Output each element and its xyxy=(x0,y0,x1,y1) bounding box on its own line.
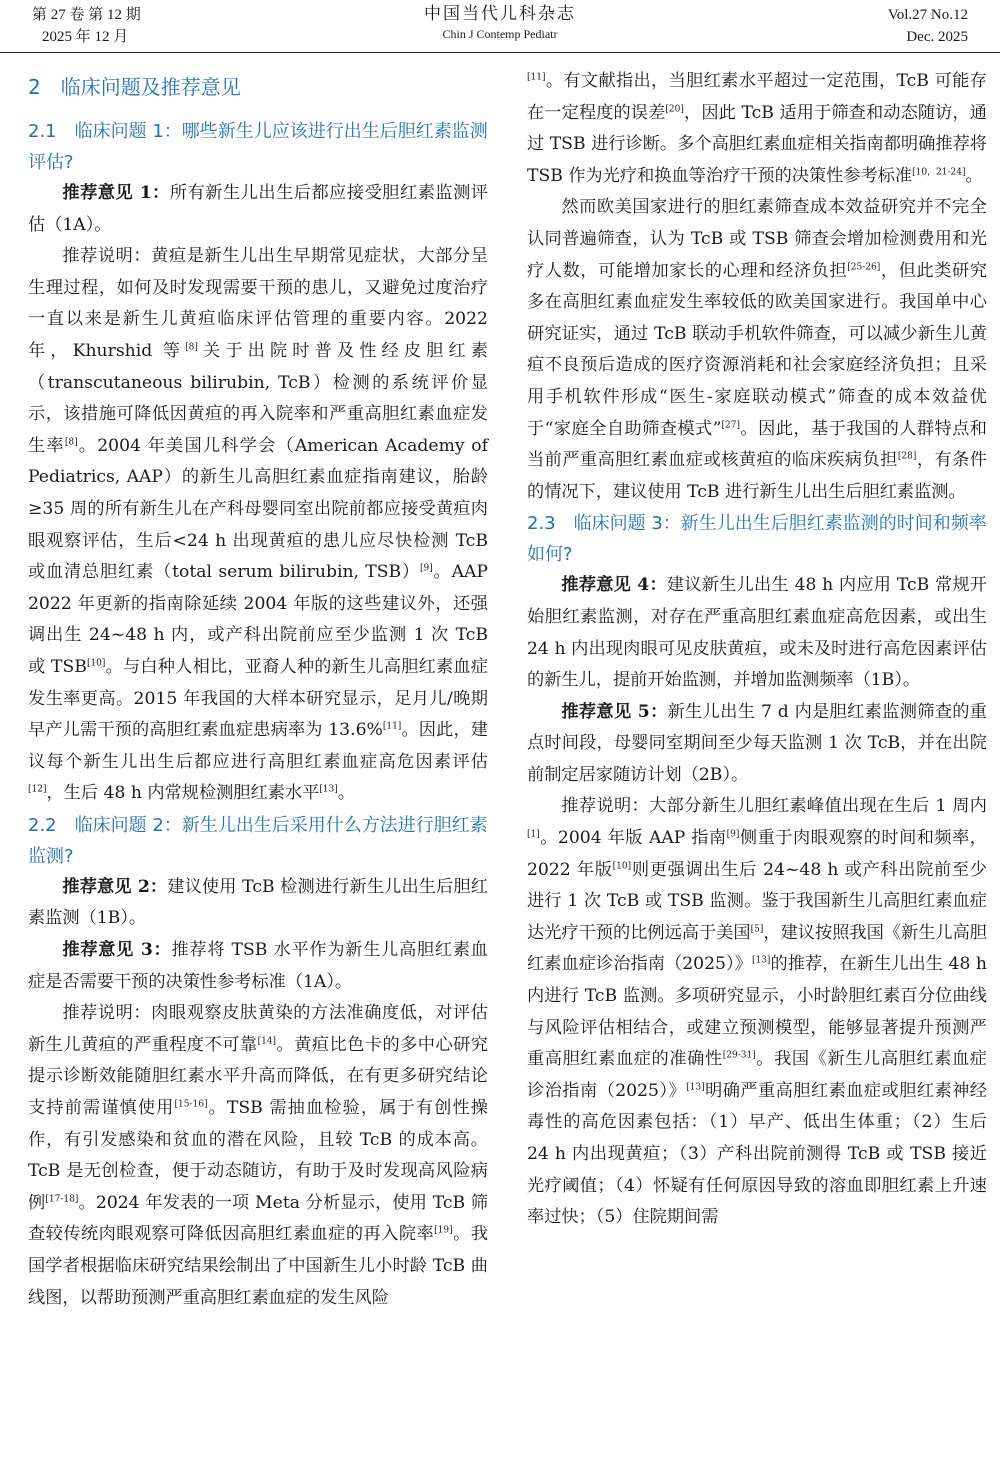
q2-text-f: 。有文献指出，当胆红素水平超过一定范围，TcB 可能存在一定程度的误差 xyxy=(527,71,987,123)
rec5-text: 新生儿出生 7 d 内是胆红素监测筛查的重点时间段，母婴同室期间至少每天监测 1 次 TcB，并在出院前制定居家随访计划（2B）。 xyxy=(527,701,987,785)
date-en: Dec. 2025 xyxy=(906,29,968,45)
citation: [11] xyxy=(382,721,402,732)
q2-explanation-continued xyxy=(527,66,987,192)
rec1-label: 推荐意见 1： xyxy=(62,183,170,203)
rec5-label: 推荐意见 5： xyxy=(561,701,668,722)
citation: [5] xyxy=(750,924,764,935)
header-center xyxy=(0,3,1000,43)
rec2-label: 推荐意见 2： xyxy=(62,876,168,897)
q2-text-g: ，因此 TcB 适用于筛查和动态随访，通过 TSB 进行诊断。多个高胆红素血症相关指南都明确推荐将 TSB 作为光疗和换血等治疗干预的决策性参考标准 xyxy=(527,102,987,186)
left-column xyxy=(28,66,488,1314)
q2-explanation xyxy=(28,998,488,1314)
citation: [14] xyxy=(257,1036,277,1047)
q3-text-f: 的推荐，在新生儿出生 48 h 内进行 TcB 监测。多项研究显示，小时龄胆红素百分位曲线与风险评估相结合，或建立预测模型，能够显著提升预测严重高胆红素血症的准确性 xyxy=(527,954,987,1070)
q1-text-e: 。与白种人相比，亚裔人种的新生儿高胆红素血症发生率更高。2015 年我国的大样本研究显示，足月儿/晚期早产儿需干预的高胆红素血症患病率为 13.6% xyxy=(28,656,488,741)
citation: [12] xyxy=(28,784,47,795)
q2-text-d: 。2024 年发表的一项 Meta 分析显示，使用 TcB 筛查较传统肉眼观察可降低因高胆红素血症的再入院率 xyxy=(28,1192,488,1245)
section-title: 2 临床问题及推荐意见 xyxy=(28,75,241,99)
q1-explanation xyxy=(28,241,488,810)
citation: [10] xyxy=(86,658,106,669)
citation: [8] xyxy=(64,437,78,448)
q2-p2-text-d: ，有条件的情况下，建议使用 TcB 进行新生儿出生后胆红素监测。 xyxy=(527,450,987,502)
recommendation-2 xyxy=(28,872,488,935)
q3-text-g: 。我国《新生儿高胆红素血症诊治指南（2025）》 xyxy=(527,1049,987,1101)
q3-text-c: 侧重于肉眼观察的时间和频率，2022 年版 xyxy=(527,828,987,880)
q2-text-c: 。TSB 需抽血检验，属于有创性操作，有引发感染和贫血的潜在风险，且较 TcB 的成本高。TcB 是无创检查，便于动态随访，有助于及时发现高风险病例 xyxy=(28,1098,488,1213)
question-2-title: 2.2 临床问题 2：新生儿出生后采用什么方法进行胆红素监测? xyxy=(28,814,488,867)
recommendation-4 xyxy=(527,570,987,696)
q1-text-c: 。2004 年美国儿科学会（American Academy of Pediatrics, AAP）的新生儿高胆红素血症指南建议，胎龄≥35 周的所有新生儿在产科母婴同室出院前都应接受黄疸肉眼观察评估，生后<24 h 出现黄疸的患儿应尽快检测 TcB 或血清总胆红素（total serum bilirubin, TSB） xyxy=(28,435,488,583)
citation: [13] xyxy=(319,784,338,795)
header-right xyxy=(888,4,968,48)
volume-issue-en: Vol.27 No.12 xyxy=(887,7,968,23)
citation: [28] xyxy=(897,451,917,462)
rec2-text: 建议使用 TcB 检测进行新生儿出生后胆红素监测（1B）。 xyxy=(28,876,488,929)
q2-text-e: 。我国学者根据临床研究结果绘制出了中国新生儿小时龄 TcB 曲线图，以帮助预测严重高胆红素血症的发生风险 xyxy=(28,1224,488,1308)
q3-text-a: 推荐说明：大部分新生儿胆红素峰值出现在生后 1 周内 xyxy=(561,796,987,817)
citation: [25-26] xyxy=(847,261,881,272)
q3-explanation xyxy=(527,791,987,1233)
rec4-text: 建议新生儿出生 48 h 内应用 TcB 常规开始胆红素监测，对存在严重高胆红素血症高危因素，或出生 24 h 内出现肉眼可见皮肤黄疸，或未及时进行高危因素评估的新生儿，提前开始监测，并增加监测频率（1B）。 xyxy=(527,575,987,691)
q1-text-h: 。 xyxy=(337,783,355,804)
citation: [13] xyxy=(751,955,771,966)
citation: [19] xyxy=(434,1225,453,1236)
page-header xyxy=(0,0,1000,53)
citation: [17-18] xyxy=(45,1194,79,1205)
recommendation-3 xyxy=(28,935,488,998)
q1-text-a: 推荐说明：黄疸是新生儿出生早期常见症状，大部分呈生理过程，如何及时发现需要干预的患儿，又避免过度治疗一直以来是新生儿黄疸临床评估管理的重要内容。2022 年，Khurshid 等 xyxy=(28,246,488,361)
citation: [10，21-24] xyxy=(912,167,966,178)
q2-p2-text-a: 然而欧美国家进行的胆红素筛查成本效益研究并不完全认同普遍筛查，认为 TcB 或 TSB 筛查会增加检测费用和光疗人数，可能增加家长的心理和经济负担 xyxy=(527,197,987,281)
date-cn: 2025 年 12 月 xyxy=(42,29,129,45)
citation: [29-31] xyxy=(722,1050,756,1061)
question-3-title: 2.3 临床问题 3：新生儿出生后胆红素监测的时间和频率如何? xyxy=(527,513,987,566)
recommendation-5 xyxy=(527,697,987,792)
q3-text-b: 。2004 年版 AAP 指南 xyxy=(539,828,727,849)
q2-text-b: 。黄疸比色卡的多中心研究提示诊断效能随胆红素水平升高而降低，在有更多研究结论支持前需谨慎使用 xyxy=(28,1034,488,1119)
q2-text-h: 。 xyxy=(965,165,983,186)
right-column xyxy=(527,66,987,1234)
q2-p2-text-c: 。因此，基于我国的人群特点和当前严重高胆红素血症或核黄疸的临床疾病负担 xyxy=(527,418,987,471)
q3-text-e: ，建议按照我国《新生儿高胆红素血症诊治指南（2025）》 xyxy=(527,922,987,975)
recommendation-1 xyxy=(28,178,488,241)
citation: [11] xyxy=(527,72,546,83)
q2-p2-text-b: ，但此类研究多在高胆红素血症发生率较低的欧美国家进行。我国单中心研究证实，通过 TcB 联动手机软件筛查，可以减少新生儿黄疸不良预后造成的医疗资源消耗和社会家庭经济负担；且采用手机软件形成“医生-家庭联动模式”筛查的成本效益优于“家庭全自助筛查模式” xyxy=(527,260,987,439)
q1-text-d: 。AAP 2022 年更新的指南除延续 2004 年版的这些建议外，还强调出生 24~48 h 内，或产科出院前应至少监测 1 次 TcB 或 TSB xyxy=(28,562,488,677)
q2-paragraph-2 xyxy=(527,192,987,508)
q2-text-a: 推荐说明：肉眼观察皮肤黄染的方法准确度低，对评估新生儿黄疸的严重程度不可靠 xyxy=(28,1003,488,1055)
q3-text-d: 则更强调出生后 24~48 h 或产科出院前至少进行 1 次 TcB 或 TSB 监测。鉴于我国新生儿高胆红素血症达光疗干预的比例远高于美国 xyxy=(527,859,987,943)
rec3-label: 推荐意见 3： xyxy=(62,940,172,961)
citation: [15-16] xyxy=(174,1099,208,1110)
citation: [10] xyxy=(612,860,632,871)
citation: [1] xyxy=(527,829,540,840)
volume-issue-cn: 第 27 卷 第 12 期 xyxy=(32,7,141,23)
q1-text-g: ，生后 48 h 内常规检测胆红素水平 xyxy=(46,783,320,804)
citation: [20] xyxy=(665,103,684,114)
citation: [8] xyxy=(185,342,198,353)
q1-text-b: 关于出院时普及性经皮胆红素（transcutaneous bilirubin, TcB）检测的系统评价显示，该措施可降低因黄疸的再入院率和严重高胆红素血症发生率 xyxy=(28,340,488,456)
journal-title-en: Chin J Contemp Pediatr xyxy=(442,27,558,41)
rec3-text: 推荐将 TSB 水平作为新生儿高胆红素血症是否需要干预的决策性参考标准（1A）。 xyxy=(28,940,488,992)
rec1-text: 所有新生儿出生后都应接受胆红素监测评估（1A）。 xyxy=(28,183,488,235)
citation: [27] xyxy=(721,419,740,430)
journal-title-cn: 中国当代儿科杂志 xyxy=(424,4,576,23)
citation: [9] xyxy=(420,563,433,574)
rec4-label: 推荐意见 4： xyxy=(561,575,667,596)
q1-text-f: 。因此，建议每个新生儿出生后都应进行高胆红素血症高危因素评估 xyxy=(28,720,488,772)
q3-text-h: 明确严重高胆红素血症或胆红素神经毒性的高危因素包括：（1）早产、低出生体重；（2）生后 24 h 内出现黄疸；（3）产科出院前测得 TcB 或 TSB 接近光疗阈值；（4）怀疑有任何原因导致的溶血即胆红素上升速率过快；（5）住院期间需 xyxy=(527,1080,987,1228)
question-1-title: 2.1 临床问题 1：哪些新生儿应该进行出生后胆红素监测评估? xyxy=(28,121,488,173)
citation: [13] xyxy=(686,1082,705,1093)
citation: [9] xyxy=(726,829,740,840)
